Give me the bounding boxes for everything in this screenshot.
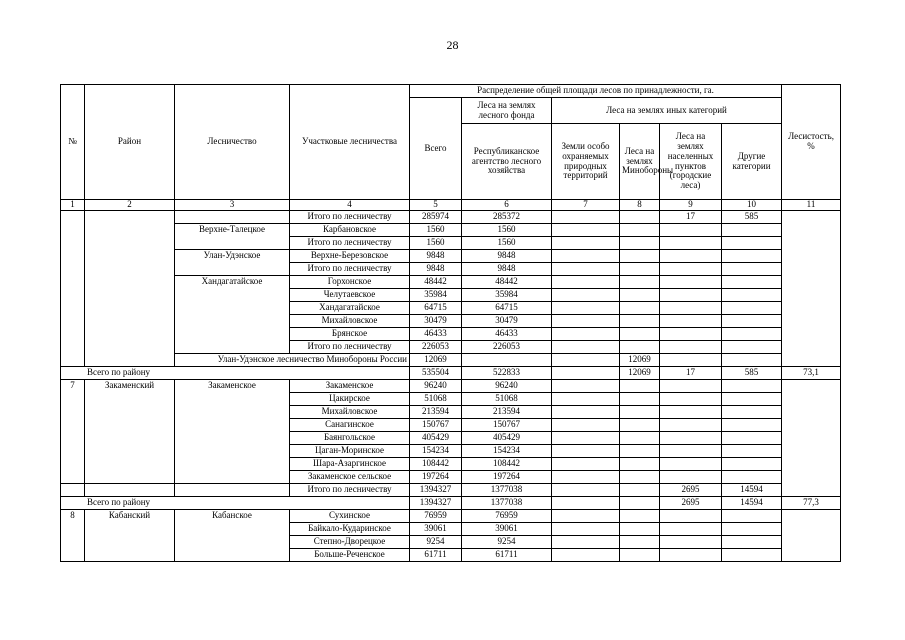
cell-settlements [660, 510, 722, 523]
cell-forestry: Закаменское [175, 380, 290, 484]
cell-protected [552, 484, 620, 497]
cell-protected [552, 380, 620, 393]
cell-protected [552, 224, 620, 237]
cell-republican: 61711 [462, 549, 552, 562]
cell-defense [620, 419, 660, 432]
cell-protected [552, 393, 620, 406]
cell-protected [552, 211, 620, 224]
cell-settlements [660, 302, 722, 315]
cell-forestry: Кабанское [175, 510, 290, 562]
table-row [61, 354, 841, 367]
cell-protected [552, 406, 620, 419]
cell-republican: 1560 [462, 237, 552, 250]
cell-republican: 1377038 [462, 497, 552, 510]
table-row [61, 250, 841, 263]
cell-settlements [660, 432, 722, 445]
cell-defense [620, 510, 660, 523]
cell-defense [620, 406, 660, 419]
cell-total: 35984 [410, 289, 462, 302]
cell-total: 39061 [410, 523, 462, 536]
cell-settlements [660, 315, 722, 328]
cell-protected [552, 549, 620, 562]
col-number: 8 [620, 200, 660, 211]
header-protected: Земли особо охраняемых природных территорий [552, 124, 620, 200]
cell-republican: 285372 [462, 211, 552, 224]
cell-sub-forestry: Больше-Реченское [290, 549, 410, 562]
cell-other [722, 289, 782, 302]
cell-sub-forestry: Карбановское [290, 224, 410, 237]
cell-protected [552, 432, 620, 445]
cell-total: 48442 [410, 276, 462, 289]
cell-other [722, 549, 782, 562]
col-number: 5 [410, 200, 462, 211]
cell-no [61, 484, 85, 497]
cell-republican: 46433 [462, 328, 552, 341]
cell-defense [620, 237, 660, 250]
cell-other [722, 354, 782, 367]
table-row [61, 484, 841, 497]
cell-forest-cover: 77,3 [782, 497, 841, 510]
cell-total: 76959 [410, 510, 462, 523]
cell-settlements [660, 341, 722, 354]
cell-other [722, 393, 782, 406]
cell-other: 14594 [722, 484, 782, 497]
cell-district [85, 211, 175, 367]
cell-total: 64715 [410, 302, 462, 315]
cell-total: 1560 [410, 224, 462, 237]
cell-republican: 522833 [462, 367, 552, 380]
cell-defense [620, 315, 660, 328]
cell-sub-forestry: Байкало-Кударинское [290, 523, 410, 536]
cell-republican: 9848 [462, 263, 552, 276]
cell-total: 154234 [410, 445, 462, 458]
cell-defense [620, 341, 660, 354]
header-district: Район [85, 85, 175, 200]
header-other-categories: Другие категории [722, 124, 782, 200]
cell-republican: 30479 [462, 315, 552, 328]
cell-sub-forestry: Санагинское [290, 419, 410, 432]
cell-settlements: 2695 [660, 484, 722, 497]
cell-republican: 64715 [462, 302, 552, 315]
table-row [61, 497, 841, 510]
cell-republican [462, 354, 552, 367]
cell-total: 1394327 [410, 497, 462, 510]
cell-protected [552, 419, 620, 432]
cell-republican: 108442 [462, 458, 552, 471]
table-row [61, 510, 841, 523]
cell-settlements [660, 471, 722, 484]
cell-forestry [175, 211, 290, 224]
cell-other [722, 445, 782, 458]
cell-other: 585 [722, 367, 782, 380]
cell-total: 9848 [410, 263, 462, 276]
cell-total: 226053 [410, 341, 462, 354]
cell-total: 12069 [410, 354, 462, 367]
cell-total: 9848 [410, 250, 462, 263]
cell-total: 51068 [410, 393, 462, 406]
cell-sub-forestry: Горхонское [290, 276, 410, 289]
cell-sub-forestry: Хандагатайское [290, 302, 410, 315]
cell-forestry: Улан-Удэнское [175, 250, 290, 276]
cell-protected [552, 523, 620, 536]
cell-sub-forestry: Цакирское [290, 393, 410, 406]
cell-other [722, 263, 782, 276]
cell-defense [620, 302, 660, 315]
cell-sub-forestry: Итого по лесничеству [290, 211, 410, 224]
cell-republican: 35984 [462, 289, 552, 302]
cell-sub-forestry: Итого по лесничеству [290, 484, 410, 497]
cell-sub-forestry: Михайловское [290, 406, 410, 419]
col-number: 3 [175, 200, 290, 211]
cell-other: 585 [722, 211, 782, 224]
cell-total: 1560 [410, 237, 462, 250]
header-distribution: Распределение общей площади лесов по принадлежности, га. [410, 85, 782, 98]
cell-other [722, 510, 782, 523]
cell-total: 1394327 [410, 484, 462, 497]
cell-protected [552, 458, 620, 471]
cell-settlements [660, 458, 722, 471]
cell-protected [552, 536, 620, 549]
cell-defense [620, 211, 660, 224]
cell-defense [620, 432, 660, 445]
table-row [61, 380, 841, 393]
cell-settlements [660, 263, 722, 276]
cell-protected [552, 328, 620, 341]
cell-district [85, 484, 175, 497]
cell-forestry: Верхне-Талецкое [175, 224, 290, 250]
cell-republican: 154234 [462, 445, 552, 458]
cell-settlements [660, 380, 722, 393]
cell-republican: 213594 [462, 406, 552, 419]
cell-sub-forestry: Цаган-Моринское [290, 445, 410, 458]
cell-defense-forestry-label: Улан-Удэнское лесничество Минобороны России [175, 354, 410, 367]
header-other-lands: Леса на землях иных категорий [552, 98, 782, 124]
cell-sub-forestry: Челутаевское [290, 289, 410, 302]
cell-total: 285974 [410, 211, 462, 224]
cell-defense [620, 549, 660, 562]
header-no: № [61, 85, 85, 200]
cell-protected [552, 341, 620, 354]
col-number: 6 [462, 200, 552, 211]
cell-protected [552, 367, 620, 380]
table-row [61, 224, 841, 237]
cell-defense [620, 328, 660, 341]
cell-defense [620, 276, 660, 289]
cell-settlements [660, 224, 722, 237]
cell-republican: 9848 [462, 250, 552, 263]
cell-defense [620, 380, 660, 393]
cell-republican: 51068 [462, 393, 552, 406]
col-number: 7 [552, 200, 620, 211]
cell-district-total-label: Всего по району [61, 367, 410, 380]
cell-total: 405429 [410, 432, 462, 445]
cell-defense [620, 523, 660, 536]
table-row [61, 211, 841, 224]
cell-defense [620, 497, 660, 510]
cell-other [722, 406, 782, 419]
cell-other [722, 536, 782, 549]
cell-protected [552, 289, 620, 302]
cell-other [722, 458, 782, 471]
header-total: Всего [410, 98, 462, 200]
cell-district: Закаменский [85, 380, 175, 484]
cell-total: 213594 [410, 406, 462, 419]
cell-total: 197264 [410, 471, 462, 484]
cell-republican: 48442 [462, 276, 552, 289]
header-sub-forestry: Участковые лесничества [290, 85, 410, 200]
cell-sub-forestry: Итого по лесничеству [290, 237, 410, 250]
cell-sub-forestry: Брянское [290, 328, 410, 341]
cell-settlements [660, 445, 722, 458]
cell-district-total-label: Всего по району [61, 497, 410, 510]
cell-republican: 197264 [462, 471, 552, 484]
col-number: 2 [85, 200, 175, 211]
cell-forest-cover [782, 380, 841, 497]
cell-forest-cover: 73,1 [782, 367, 841, 380]
table-row [61, 276, 841, 289]
col-number: 1 [61, 200, 85, 211]
cell-total: 9254 [410, 536, 462, 549]
cell-total: 96240 [410, 380, 462, 393]
cell-settlements: 17 [660, 211, 722, 224]
header-forest-cover: Лесистость, % [782, 85, 841, 200]
page-number: 28 [446, 38, 459, 52]
cell-republican: 76959 [462, 510, 552, 523]
cell-sub-forestry: Итого по лесничеству [290, 263, 410, 276]
cell-other [722, 328, 782, 341]
cell-total: 46433 [410, 328, 462, 341]
cell-settlements [660, 237, 722, 250]
cell-settlements [660, 536, 722, 549]
cell-district: Кабанский [85, 510, 175, 562]
cell-settlements [660, 393, 722, 406]
cell-protected [552, 510, 620, 523]
cell-republican: 1377038 [462, 484, 552, 497]
cell-other [722, 419, 782, 432]
cell-sub-forestry: Закаменское сельское [290, 471, 410, 484]
cell-no: 7 [61, 380, 85, 484]
cell-settlements [660, 406, 722, 419]
cell-sub-forestry: Закаменское [290, 380, 410, 393]
cell-protected [552, 471, 620, 484]
cell-defense [620, 445, 660, 458]
cell-sub-forestry: Михайловское [290, 315, 410, 328]
cell-settlements [660, 419, 722, 432]
cell-other [722, 315, 782, 328]
cell-other [722, 341, 782, 354]
col-number: 4 [290, 200, 410, 211]
cell-settlements: 17 [660, 367, 722, 380]
cell-sub-forestry: Шара-Азаргинское [290, 458, 410, 471]
cell-defense [620, 393, 660, 406]
cell-settlements [660, 523, 722, 536]
cell-other [722, 432, 782, 445]
cell-defense [620, 458, 660, 471]
cell-protected [552, 354, 620, 367]
cell-no: 8 [61, 510, 85, 562]
header-republican-agency: Республиканское агентство лесного хозяйства [462, 124, 552, 200]
cell-defense [620, 250, 660, 263]
cell-defense [620, 536, 660, 549]
cell-other [722, 224, 782, 237]
cell-republican: 39061 [462, 523, 552, 536]
cell-republican: 226053 [462, 341, 552, 354]
cell-settlements: 2695 [660, 497, 722, 510]
cell-other [722, 523, 782, 536]
cell-republican: 96240 [462, 380, 552, 393]
cell-other [722, 302, 782, 315]
cell-total: 61711 [410, 549, 462, 562]
cell-republican: 150767 [462, 419, 552, 432]
cell-republican: 405429 [462, 432, 552, 445]
cell-protected [552, 445, 620, 458]
cell-settlements [660, 276, 722, 289]
cell-protected [552, 302, 620, 315]
header-forest-fund: Леса на землях лесного фонда [462, 98, 552, 124]
table-row [61, 367, 841, 380]
col-number: 9 [660, 200, 722, 211]
cell-protected [552, 250, 620, 263]
cell-settlements [660, 354, 722, 367]
cell-sub-forestry: Верхне-Березовское [290, 250, 410, 263]
cell-republican: 9254 [462, 536, 552, 549]
cell-protected [552, 497, 620, 510]
cell-sub-forestry: Сухинское [290, 510, 410, 523]
forest-distribution-table [60, 84, 841, 562]
cell-protected [552, 315, 620, 328]
cell-protected [552, 237, 620, 250]
cell-forest-cover [782, 510, 841, 562]
cell-defense [620, 263, 660, 276]
col-number: 10 [722, 200, 782, 211]
cell-defense: 12069 [620, 367, 660, 380]
cell-defense [620, 471, 660, 484]
cell-other [722, 276, 782, 289]
cell-defense [620, 289, 660, 302]
cell-republican: 1560 [462, 224, 552, 237]
cell-defense [620, 224, 660, 237]
cell-forestry: Хандагатайское [175, 276, 290, 354]
cell-defense: 12069 [620, 354, 660, 367]
header-settlements: Леса на землях населенных пунктов (городские леса) [660, 124, 722, 200]
cell-sub-forestry: Баянгольское [290, 432, 410, 445]
col-number: 11 [782, 200, 841, 211]
cell-no [61, 211, 85, 367]
cell-settlements [660, 328, 722, 341]
header-forestry: Лесничество [175, 85, 290, 200]
cell-other [722, 380, 782, 393]
cell-total: 30479 [410, 315, 462, 328]
cell-total: 108442 [410, 458, 462, 471]
cell-sub-forestry: Степно-Дворецкое [290, 536, 410, 549]
cell-settlements [660, 549, 722, 562]
cell-protected [552, 276, 620, 289]
cell-settlements [660, 250, 722, 263]
cell-total: 535504 [410, 367, 462, 380]
cell-sub-forestry: Итого по лесничеству [290, 341, 410, 354]
cell-other: 14594 [722, 497, 782, 510]
cell-defense [620, 484, 660, 497]
cell-other [722, 250, 782, 263]
cell-other [722, 237, 782, 250]
cell-protected [552, 263, 620, 276]
cell-settlements [660, 289, 722, 302]
cell-forest-cover [782, 211, 841, 367]
cell-other [722, 471, 782, 484]
cell-total: 150767 [410, 419, 462, 432]
cell-forestry [175, 484, 290, 497]
header-defense: Леса на землях Минобороны [620, 124, 660, 200]
